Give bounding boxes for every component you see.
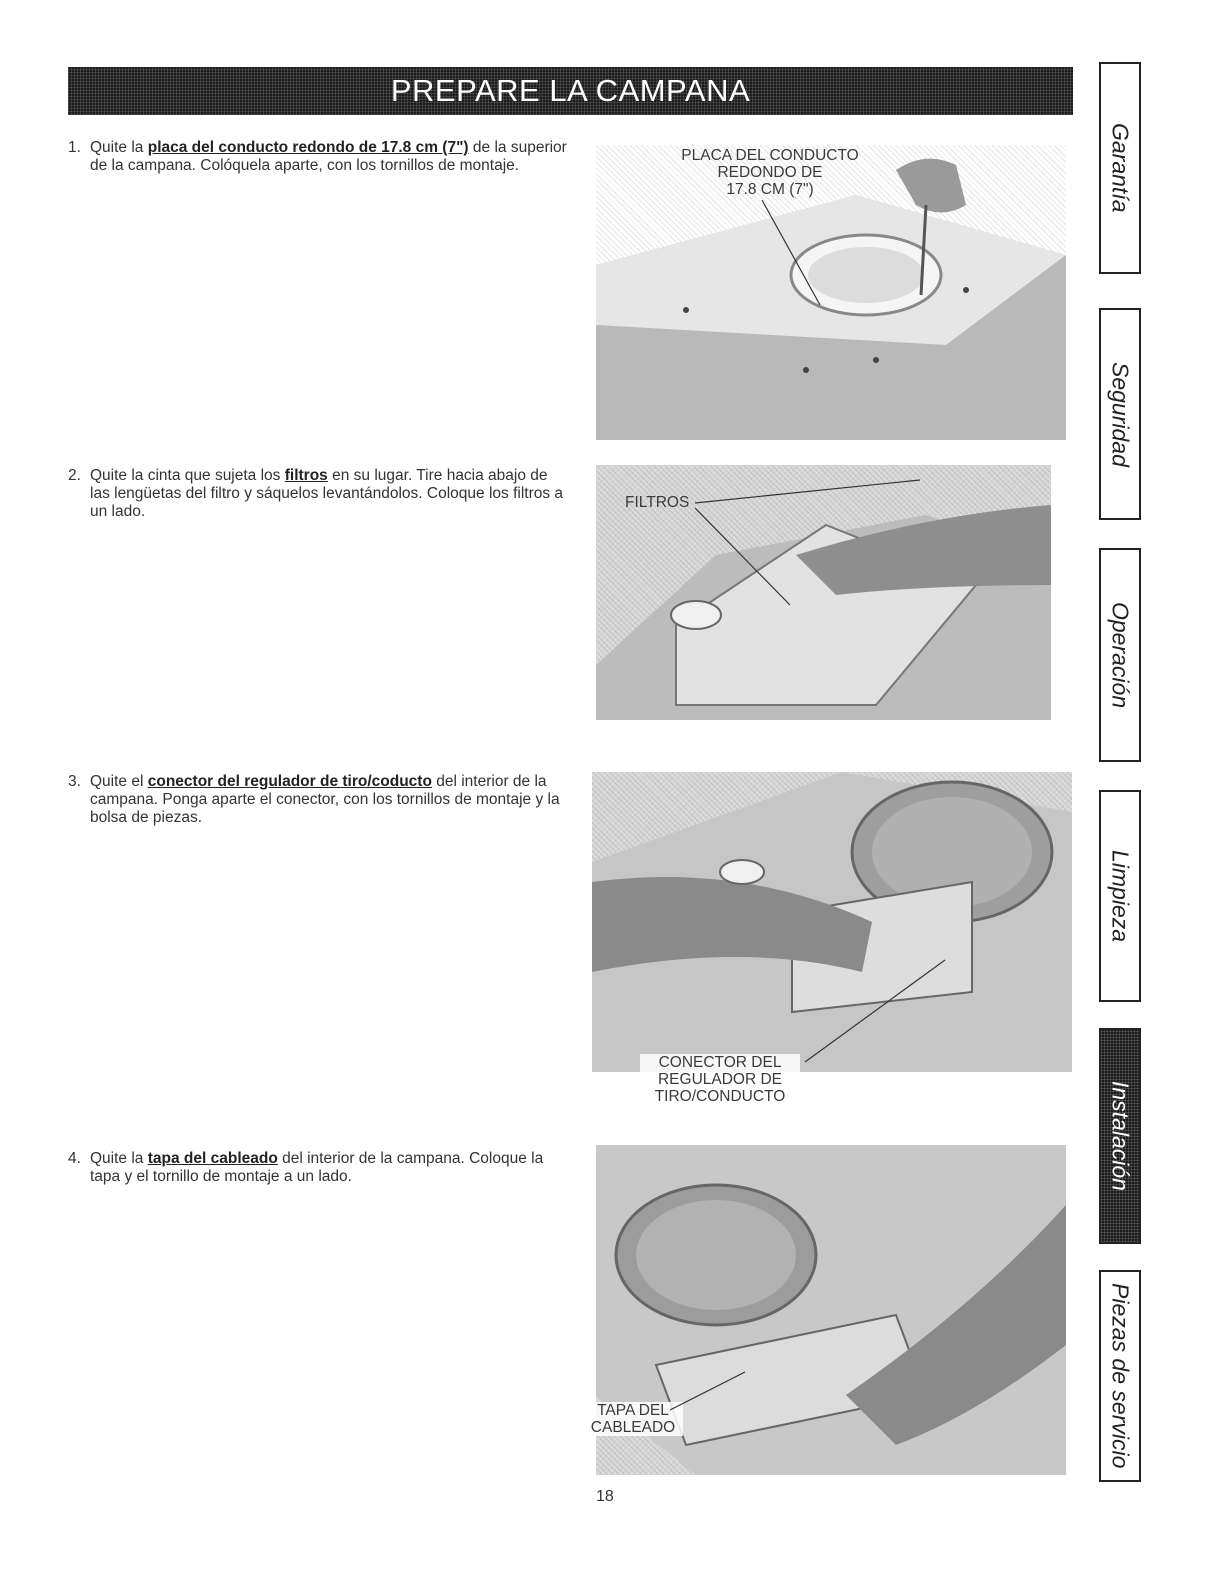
side-tab-label: Operación	[1107, 601, 1134, 709]
callout-line: 17.8 CM (7")	[726, 181, 814, 198]
callout-line: REDONDO DE	[717, 164, 823, 181]
callout-line: FILTROS	[625, 494, 690, 511]
side-tab-piezas-de-servicio[interactable]	[1099, 1270, 1141, 1482]
step-text: Quite la	[90, 139, 148, 156]
step-text: Quite el	[90, 773, 148, 790]
step-4	[68, 1150, 568, 1186]
step-part-name: tapa del cableado	[147, 1150, 278, 1167]
step-text: Quite la	[90, 1150, 148, 1167]
callout-line: TAPA DEL	[597, 1402, 669, 1419]
step-text: del interior de la campana. Ponga aparte el conector, con los tornillos de montaje y la bolsa de piezas.	[90, 773, 560, 826]
side-tab-label: Seguridad	[1107, 361, 1134, 467]
step-number: 4.	[68, 1150, 81, 1167]
side-tab-label: Garantía	[1107, 123, 1134, 213]
page-number: 18	[596, 1488, 614, 1505]
side-tab-limpieza[interactable]	[1099, 790, 1141, 1002]
side-tab-label: Instalación	[1107, 1081, 1134, 1191]
step-2	[68, 467, 568, 521]
callout-line: PLACA DEL CONDUCTO	[681, 147, 859, 164]
damper-connector-callout	[640, 1054, 800, 1105]
step-text: en su lugar. Tire hacia abajo de las lengüetas del filtro y sáquelos levantándolos. Coloque los filtros a un lado.	[90, 467, 564, 520]
step-number: 1.	[68, 139, 81, 156]
side-tab-operacion[interactable]	[1099, 548, 1141, 762]
wiring-cover-callout	[583, 1402, 683, 1436]
filters-callout	[625, 494, 689, 511]
callout-line: REGULADOR DE	[657, 1071, 783, 1088]
side-tab-seguridad[interactable]	[1099, 308, 1141, 520]
side-tab-label: Piezas de servicio	[1107, 1283, 1134, 1469]
callout-line: CABLEADO	[590, 1419, 676, 1436]
section-title: PREPARE LA CAMPANA	[390, 73, 751, 108]
side-tab-instalacion[interactable]	[1099, 1028, 1141, 1244]
step-number: 2.	[68, 467, 81, 484]
step-part-name: filtros	[284, 467, 328, 484]
duct-plate-callout	[665, 147, 875, 198]
step-3	[68, 773, 568, 827]
step-number: 3.	[68, 773, 81, 790]
step-part-name: placa del conducto redondo de 17.8 cm (7")	[147, 139, 469, 156]
step-text: de la superior de la campana. Colóquela aparte, con los tornillos de montaje.	[90, 139, 567, 174]
section-banner	[68, 67, 1073, 115]
step-text: Quite la cinta que sujeta los	[90, 467, 285, 484]
step-part-name: conector del regulador de tiro/coducto	[147, 773, 432, 790]
step-1	[68, 139, 568, 175]
side-tab-label: Limpieza	[1107, 849, 1134, 943]
callout-line: TIRO/CONDUCTO	[654, 1088, 786, 1105]
callout-line: CONECTOR DEL	[658, 1054, 782, 1071]
damper-connector-illustration	[592, 772, 1072, 1072]
side-tab-garantia[interactable]	[1099, 62, 1141, 274]
step-text: del interior de la campana. Coloque la tapa y el tornillo de montaje a un lado.	[90, 1150, 544, 1185]
